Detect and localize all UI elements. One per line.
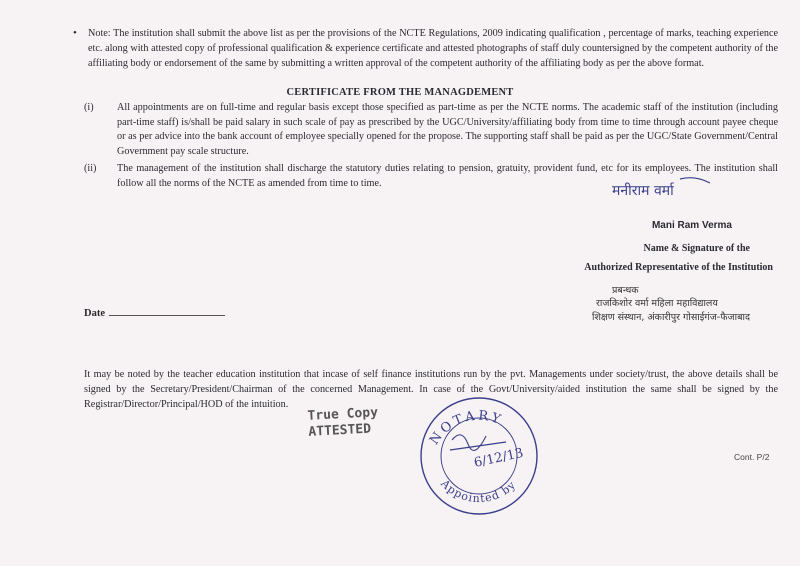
item-text: All appointments are on full-time and regular basis except those specified as part-time as per the NCTE norms. The academic staff of the institution (including part-time staff) is/shall be paid salary in such scale of pay as prescribed by the UGC/University/affiliating body from time to time through account payee cheque or as per advice into the bank account of employee specially opened for the propose. The supporting staff shall be paid as per the UGC/State Government/Central Government pay scale structure. bbox=[117, 102, 778, 157]
note-paragraph bbox=[73, 26, 778, 71]
note-text: Note: The institution shall submit the above list as per the provisions of the NCTE Regulations, 2009 indicating qualification , percentage of marks, teaching experience etc. along with attested copy of professional qualification & experience certificate and attested photographs of staff duly countersigned by the competent authority of the affiliating body or endorsement of the same by submitting a written approval of the competent authority of the affiliating body as per the above format. bbox=[88, 28, 778, 69]
item-number: (ii) bbox=[84, 163, 97, 174]
signature-label-1: Name & Signature of the bbox=[643, 243, 750, 254]
seal-bottom-text: Appointed by bbox=[438, 477, 519, 506]
signer-name: Mani Ram Verma bbox=[651, 220, 732, 231]
manager-seal-line-2: शिक्षण संस्थान, अंकारीपुर गोसाईगंज-फैजाबाद bbox=[592, 312, 750, 323]
date-line bbox=[109, 305, 225, 316]
manager-seal-line-1: राजकिशोर वर्मा महिला महाविद्यालय bbox=[596, 298, 718, 309]
footnote-paragraph: It may be noted by the teacher education institution that incase of self finance institutions run by the pvt. Managements under society/trust, the above details shall be signed by the Secretary/President/Chairman of the concerned Management. In case of the Govt/University/aided institution the same shall be signed by the Registrar/Director/Principal/HOD of the intuition. bbox=[84, 369, 778, 410]
seal-top-text: NOTARY bbox=[427, 408, 506, 448]
seal-date: 6/12/13 bbox=[472, 445, 525, 471]
true-copy-line-1: True Copy bbox=[307, 405, 379, 424]
manager-seal-title: प्रबन्धक bbox=[612, 285, 639, 296]
notary-seal bbox=[410, 392, 548, 516]
svg-text:Appointed by bbox=[438, 476, 519, 505]
date-label: Date bbox=[84, 308, 105, 319]
continuation-label: Cont. P/2 bbox=[734, 452, 770, 462]
item-number: (i) bbox=[84, 102, 94, 113]
signature-text: मनीराम वर्मा bbox=[612, 183, 674, 199]
certificate-heading: CERTIFICATE FROM THE MANAGDEMENT bbox=[286, 87, 514, 98]
certificate-item-1 bbox=[86, 101, 778, 159]
note-bullet: • bbox=[73, 27, 77, 39]
date-field bbox=[84, 305, 225, 319]
handwritten-signature bbox=[610, 173, 720, 205]
signature-label-2: Authorized Representative of the Institution bbox=[584, 262, 773, 273]
true-copy-stamp bbox=[307, 405, 379, 441]
true-copy-line-2: ATTESTED bbox=[308, 421, 372, 440]
item-text: The management of the institution shall discharge the statutory duties relating to pension, gratuity, provident fund, etc for its employees. The institution shall follow all the norms of the NCTE as amended from time to time. bbox=[117, 163, 778, 189]
